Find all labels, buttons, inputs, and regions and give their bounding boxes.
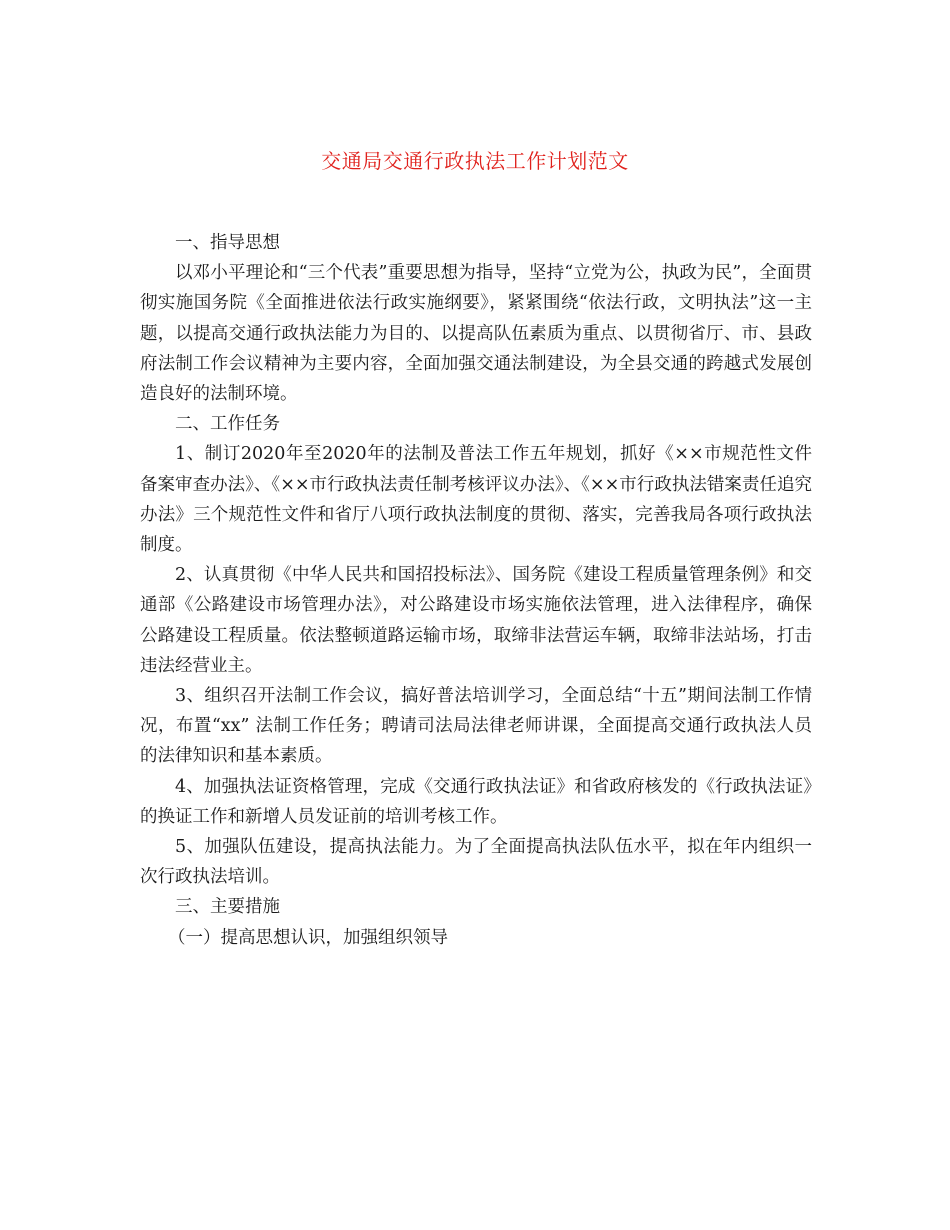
section-heading-main-measures: 三、主要措施 [175,897,280,918]
paragraph-task-5: 5、加强队伍建设，提高执法能力。为了全面提高执法队伍水平，拟在年内组织一次行政执法培训。 [140,837,812,888]
paragraph-task-4: 4、加强执法证资格管理，完成《交通行政执法证》和省政府核发的《行政执法证》的换证工作和新增人员发证前的培训考核工作。 [140,776,812,827]
document-title: 交通局交通行政执法工作计划范文 [321,149,629,173]
paragraph-task-1: 1、制订2020年至2020年的法制及普法工作五年规划，抓好《××市规范性文件备案审查办法》、《××市行政执法责任制考核评议办法》、《××市行政执法错案责任追究办法》三个规范性文件和省厅八项行政执法制度的贯彻、落实，完善我局各项行政执法制度。 [140,444,812,556]
paragraph-task-3: 3、组织召开法制工作会议，搞好普法培训学习，全面总结“十五”期间法制工作情况，布置“xx” 法制工作任务；聘请司法局法律老师讲课，全面提高交通行政执法人员的法律知识和基本素质。 [140,686,812,767]
paragraph-guiding-ideology: 以邓小平理论和“三个代表”重要思想为指导，坚持“立党为公，执政为民”，全面贯彻实施国务院《全面推进依法行政实施纲要》，紧紧围绕“依法行政，文明执法”这一主题，以提高交通行政执法能力为目的、以提高队伍素质为重点、以贯彻省厅、市、县政府法制工作会议精神为主要内容，全面加强交通法制建设，为全县交通的跨越式发展创造良好的法制环境。 [140,263,812,405]
paragraph-task-2: 2、认真贯彻《中华人民共和国招投标法》、国务院《建设工程质量管理条例》和交通部《公路建设市场管理办法》，对公路建设市场实施依法管理，进入法律程序，确保公路建设工程质量。依法整顿道路运输市场，取缔非法营运车辆，取缔非法站场，打击违法经营业主。 [140,565,812,676]
subsection-heading-measure-1: （一）提高思想认识，加强组织领导 [168,927,448,948]
document-body [140,228,812,953]
section-heading-guiding-ideology: 一、指导思想 [175,233,280,253]
section-heading-work-tasks: 二、工作任务 [175,414,280,435]
